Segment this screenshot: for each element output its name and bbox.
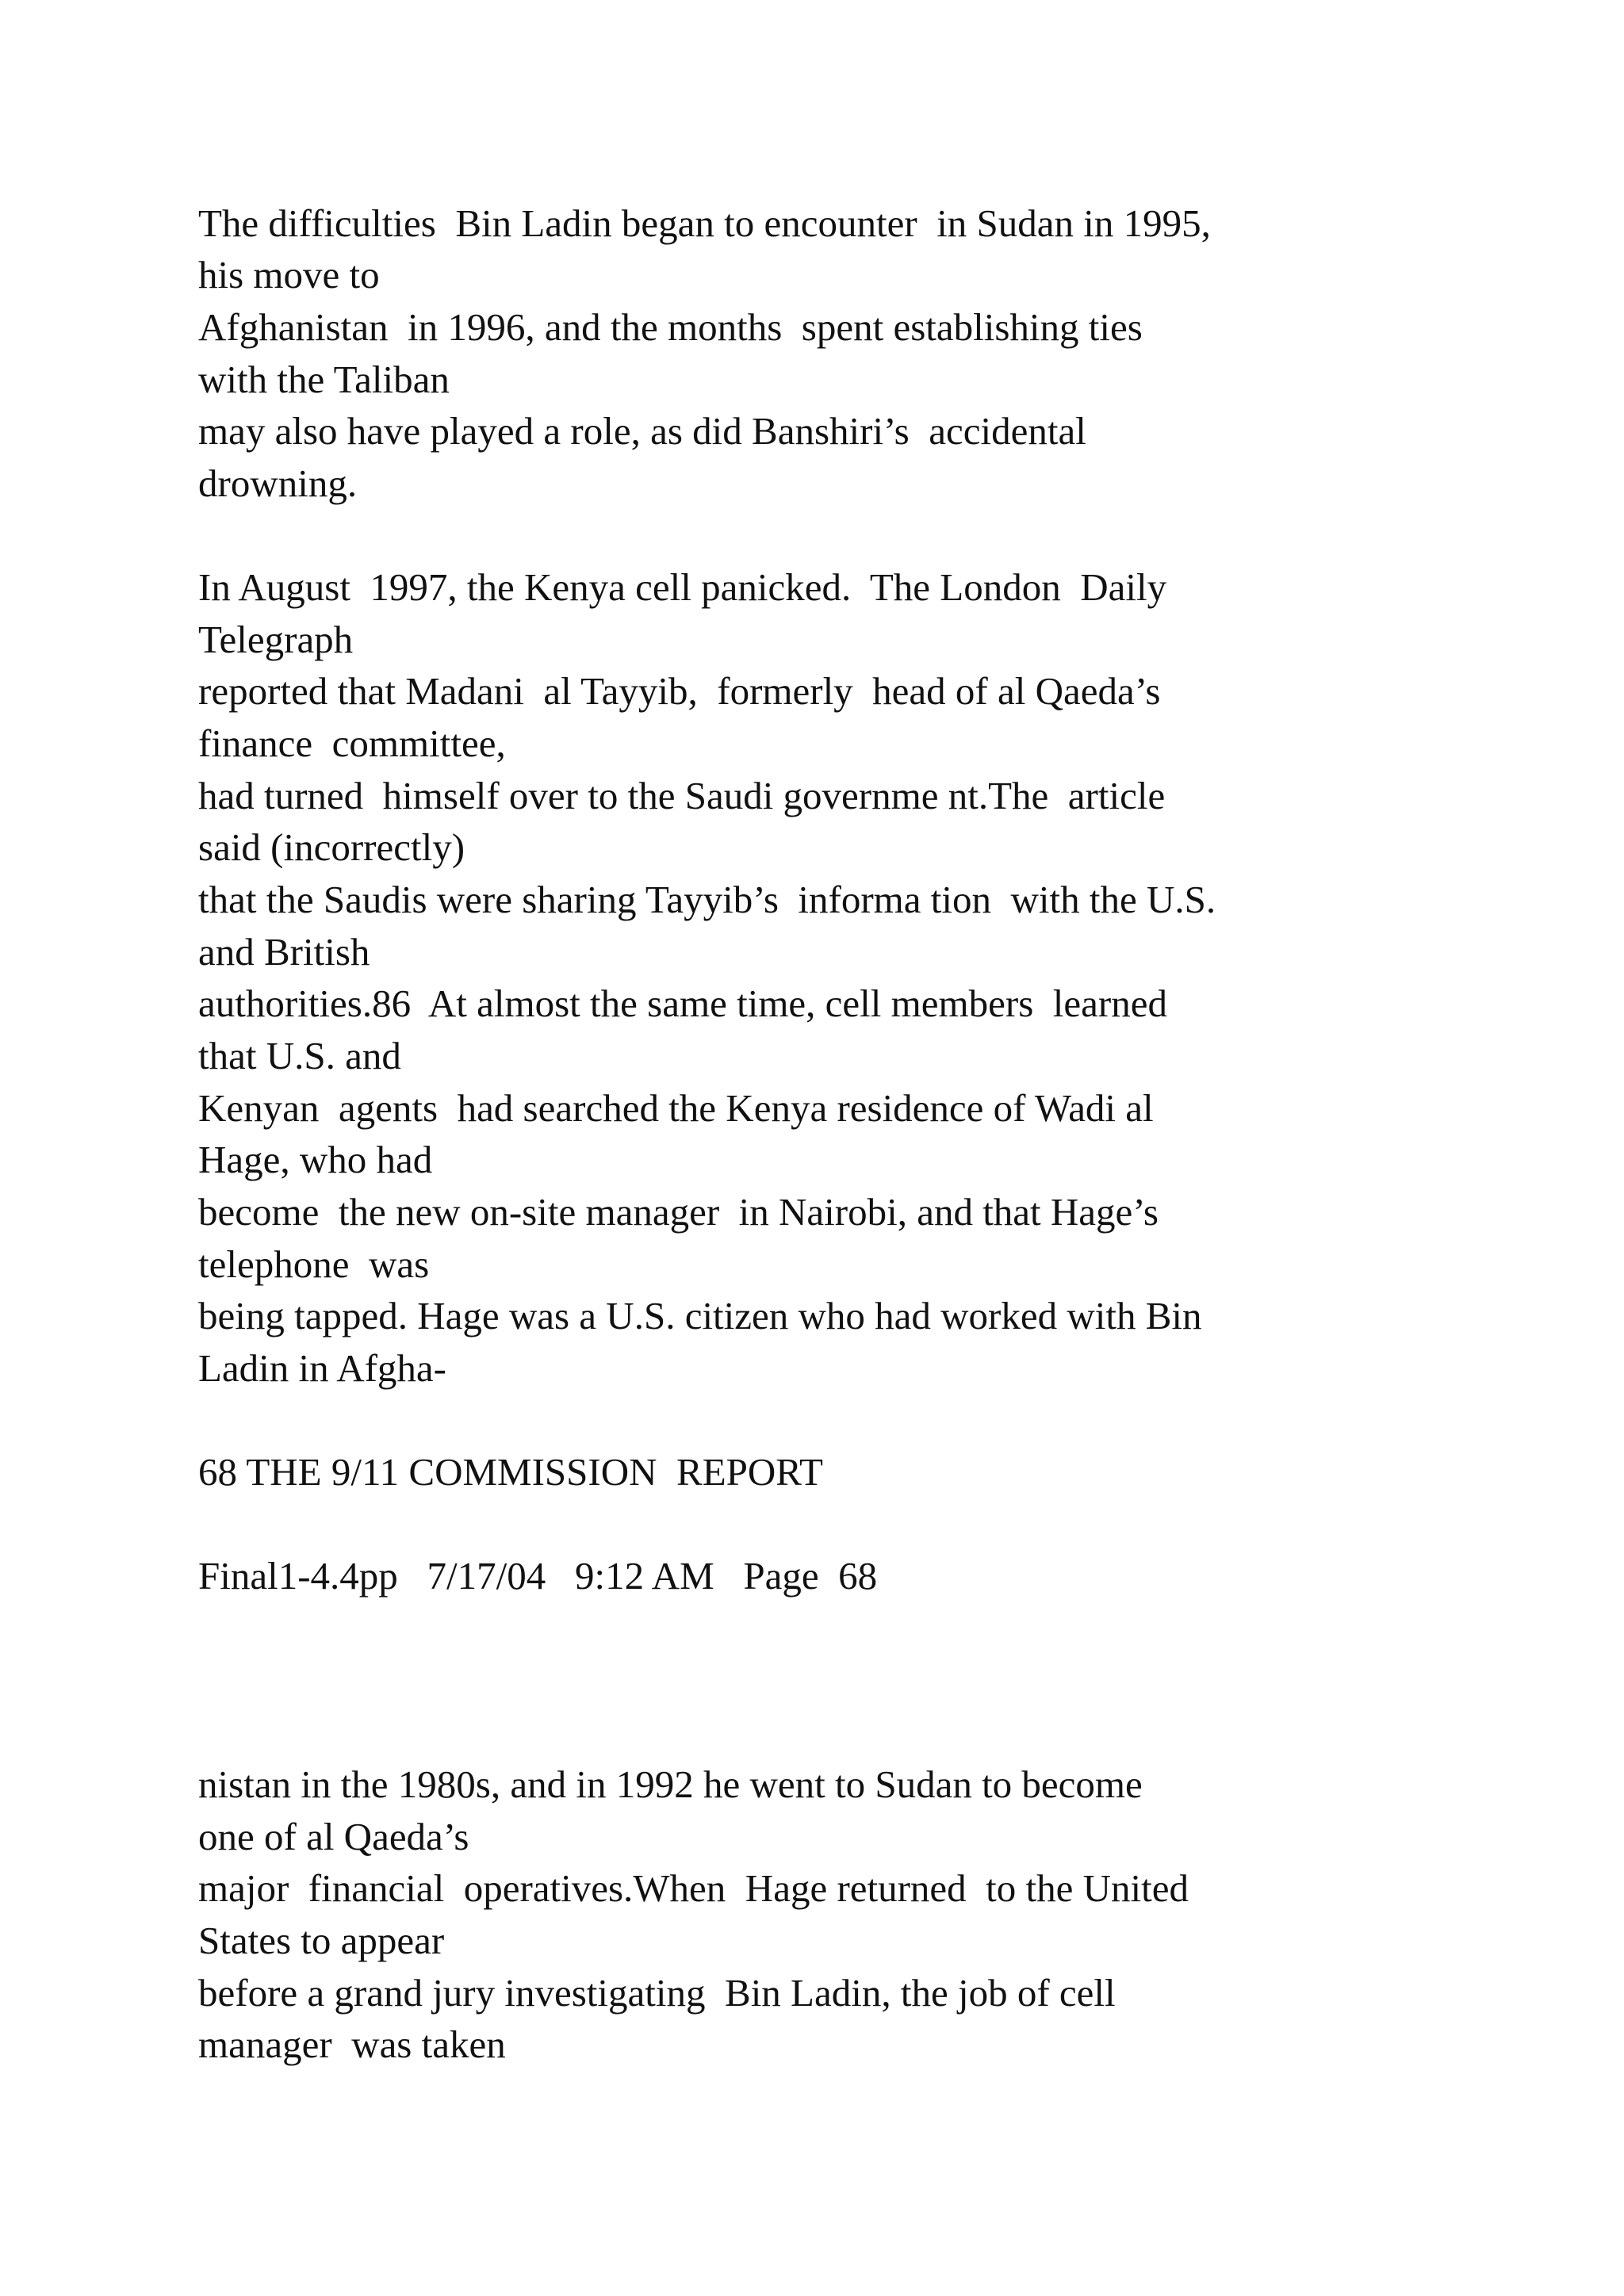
text-line: Telegraph (198, 618, 354, 661)
text-line: States to appear (198, 1919, 445, 1962)
text-line: before a grand jury investigating Bin Ladin, the job of cell (198, 1971, 1116, 2015)
text-line: telephone was (198, 1242, 430, 1286)
text-line: being tapped. Hage was a U.S. citizen who had worked with Bin (198, 1294, 1202, 1337)
text-line: may also have played a role, as did Banshiri’s accidental (198, 409, 1086, 453)
text-line: and British (198, 930, 370, 974)
text-line: had turned himself over to the Saudi governme nt.The article (198, 774, 1166, 817)
text-line: drowning. (198, 461, 358, 505)
text-line: authorities.86 At almost the same time, cell members learned (198, 982, 1167, 1025)
text-line: finance committee, (198, 721, 506, 765)
running-footer: 68 THE 9/11 COMMISSION REPORT (198, 1450, 823, 1494)
text-line: nistan in the 1980s, and in 1992 he went to Sudan to become (198, 1762, 1143, 1806)
text-line: said (incorrectly) (198, 825, 465, 869)
text-line: with the Taliban (198, 358, 450, 401)
text-line: Ladin in Afgha- (198, 1346, 446, 1390)
text-line: his move to (198, 253, 380, 297)
print-slug: Final1-4.4pp 7/17/04 9:12 AM Page 68 (198, 1554, 878, 1598)
text-line: that the Saudis were sharing Tayyib’s informa tion with the U.S. (198, 878, 1216, 921)
text-line: manager was taken (198, 2022, 506, 2066)
text-line: Afghanistan in 1996, and the months spent establishing ties (198, 305, 1143, 349)
text-line: Kenyan agents had searched the Kenya residence of Wadi al (198, 1086, 1154, 1130)
text-line: major financial operatives.When Hage returned to the United (198, 1866, 1189, 1910)
text-line: one of al Qaeda’s (198, 1815, 469, 1858)
text-line: The difficulties Bin Ladin began to encounter in Sudan in 1995, (198, 201, 1211, 245)
text-line: In August 1997, the Kenya cell panicked. The London Daily (198, 565, 1167, 609)
text-line: Hage, who had (198, 1138, 433, 1181)
text-line: become the new on-site manager in Nairobi, and that Hage’s (198, 1190, 1159, 1234)
text-line: reported that Madani al Tayyib, formerly head of al Qaeda’s (198, 669, 1161, 713)
text-line: that U.S. and (198, 1034, 401, 1077)
